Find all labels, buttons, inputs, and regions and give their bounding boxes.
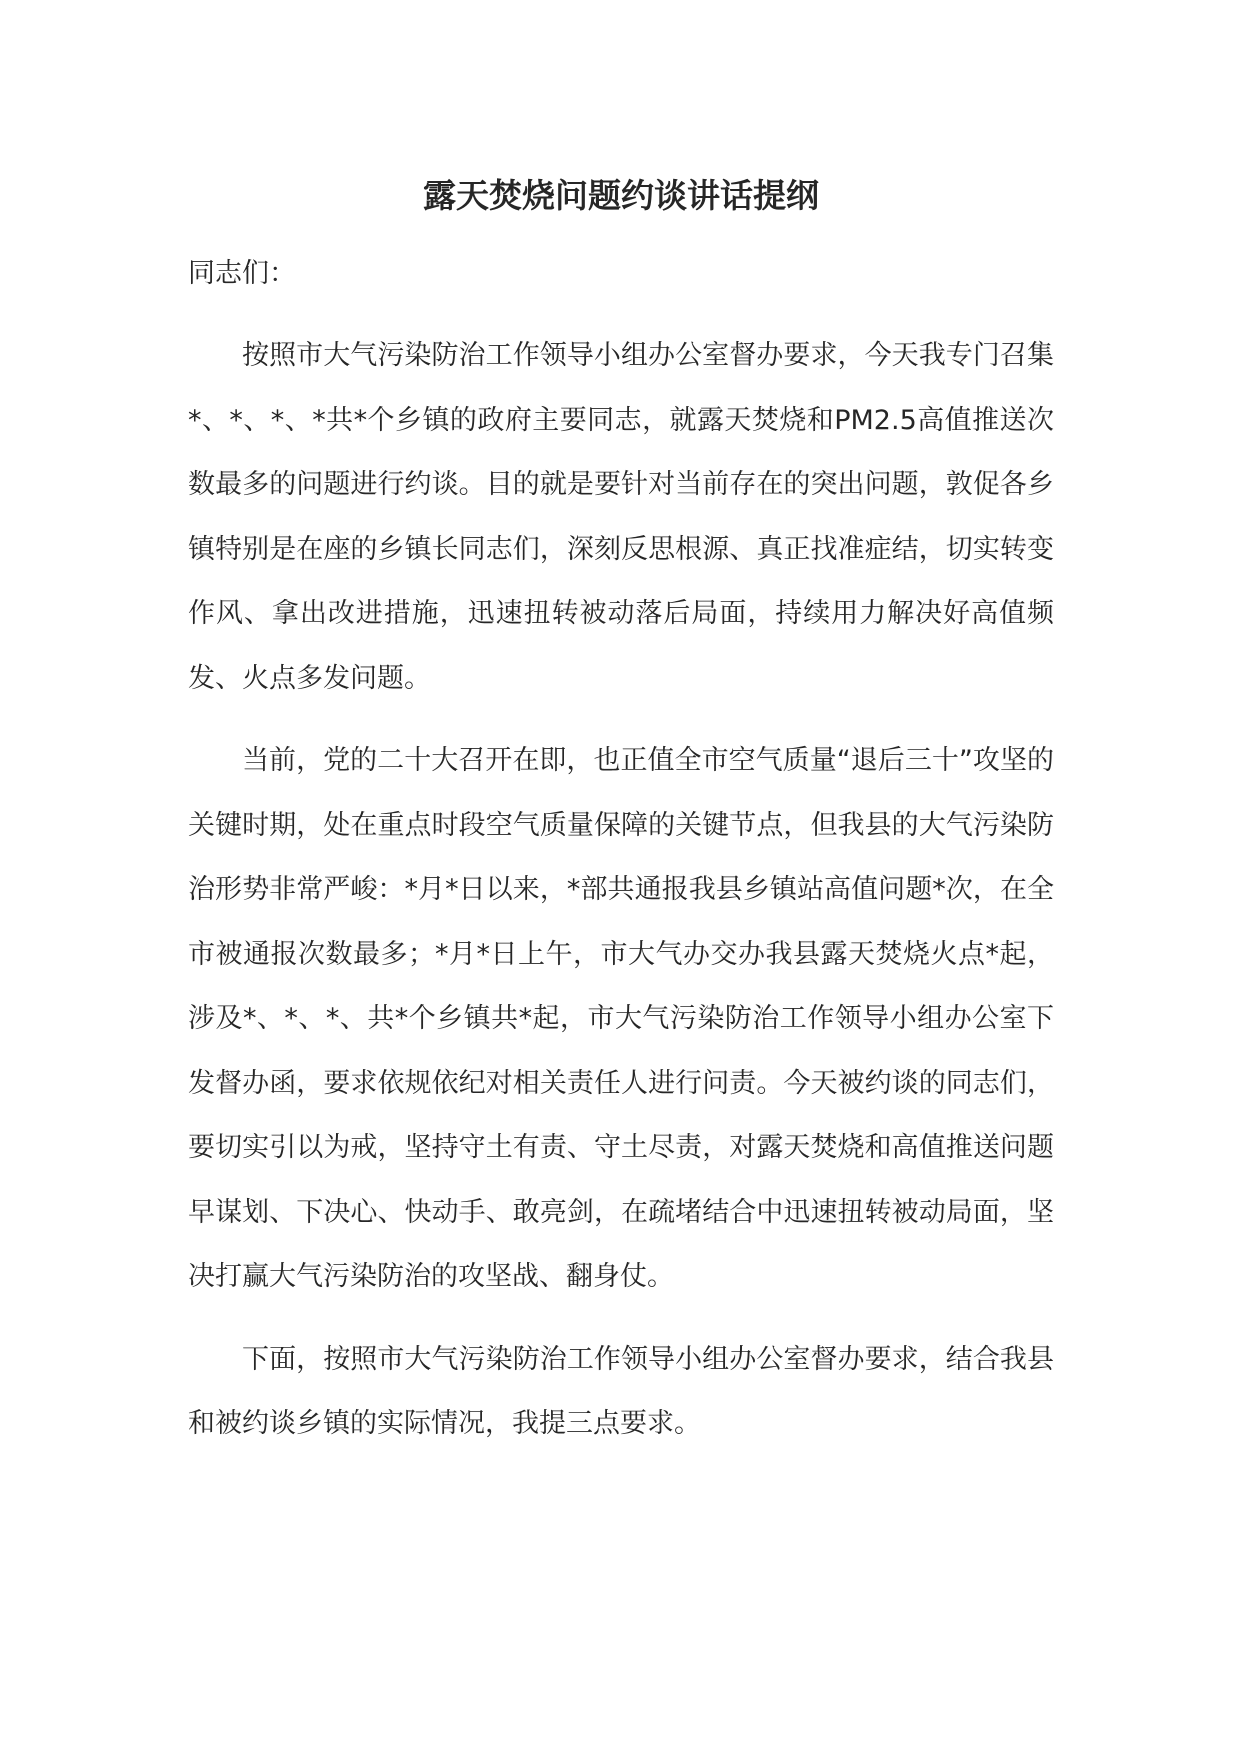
paragraph-3: 下面，按照市大气污染防治工作领导小组办公室督办要求，结合我县和被约谈乡镇的实际情况，我提三点要求。 [188, 1343, 1054, 1439]
salutation: 同志们： [188, 258, 296, 289]
document-title: 露天焚烧问题约谈讲话提纲 [423, 176, 819, 215]
paragraph-2: 当前，党的二十大召开在即，也正值全市空气质量“退后三十”攻坚的关键时期，处在重点时段空气质量保障的关键节点，但我县的大气污染防治形势非常严峻：*月*日以来，*部共通报我县乡镇站高值问题*次，在全市被通报次数最多；*月*日上午，市大气办交办我县露天焚烧火点*起，涉及*、*、*、共*个乡镇共*起，市大气污染防治工作领导小组办公室下发督办函，要求依规依纪对相关责任人进行问责。今天被约谈的同志们，要切实引以为戒，坚持守土有责、守土尽责，对露天焚烧和高值推送问题早谋划、下决心、快动手、敢亮剑，在疏堵结合中迅速扭转被动局面，坚决打赢大气污染防治的攻坚战、翻身仗。 [188, 745, 1054, 1292]
document-page [188, 170, 1054, 1475]
paragraph-1: 按照市大气污染防治工作领导小组办公室督办要求，今天我专门召集*、*、*、*共*个乡镇的政府主要同志，就露天焚烧和PM2.5高值推送次数最多的问题进行约谈。目的就是要针对当前存在的突出问题，敦促各乡镇特别是在座的乡镇长同志们，深刻反思根源、真正找准症结，切实转变作风、拿出改进措施，迅速扭转被动落后局面，持续用力解决好高值频发、火点多发问题。 [188, 340, 1054, 694]
